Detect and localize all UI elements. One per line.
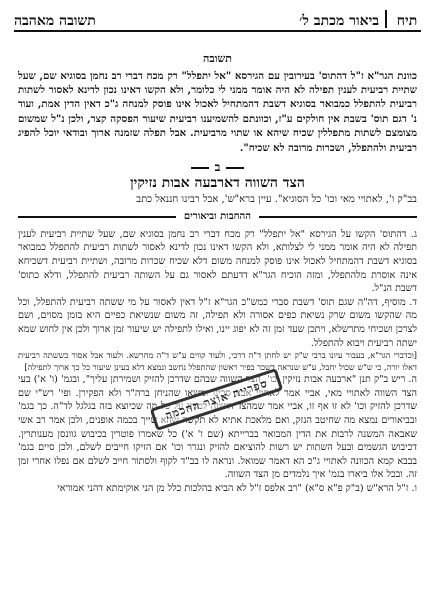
sub-heading-text: ההחבות וביאורים xyxy=(183,211,252,223)
page-body xyxy=(18,36,417,496)
chapter-title: הצד השווה דארבעה אבות נזיקין xyxy=(130,174,305,191)
teshuva-heading: תשובה xyxy=(203,52,232,65)
library-watermark-stamp: ספריית אוצר החכמה xyxy=(150,368,283,431)
section-divider xyxy=(18,161,417,175)
sub-heading xyxy=(18,210,417,224)
bracketed-note: [וכדברי הגר"א, בעבור עיונו ברבי ש"ק יש לחתן ד"ה דרכי, ולעוד קווים ע"ש ד"ה מחרשא. ולעוד אבל אסור כששתה רביעית דאלו יורה, כי ש"ש שכול יחבל, ע"ש שנראה דשכר בפיר ראשון שהתפלל נחשב ונמצא דלא בעינן שיעור כל כך ארוך לתפילה] xyxy=(18,350,417,372)
header-divider xyxy=(385,10,387,28)
divider-letter: ב xyxy=(214,160,221,175)
teshuva-paragraph: כוונת הגר"א ז"ל דהתוס' בעירובין עם הגירסא "אל יתפלל" רק מכח דברי רב נחמן בסוגיא שם, שעל שתיית רביעית לענין תפילה לא היה אומר ממני לי כלומר, ולא הקשו דאינו נכון לדינא לאסור לשתות רביעית להתפלל כמבואר בסוגיא דשבת דהמתחיל לאכול אינו פוסק למנחה ג"כ דאין הדין אמת, ועוד נ' דגם תוס' בשבת אין חולקים ע"ז, וכוונתם להשמיענו רביעית שיעור הפסקה קצר, ולכן נ"ל שמשום מצומצם לשתות מתפללין שכיח שיהא או שתוי מרביעית. אבל תפלה שזמנה ארוך ובודאי יוכל להפיג רביעית ולהתפלל, ושכרות מרובה לא שכיח". xyxy=(18,69,417,154)
paragraph-he: ה. ריש ב"ק תנן "ארבעה אבות נזיקין וכו', הצד השווה שבהם שדרכן להזיק ושמירתן עליך", ובגמ' (ו' א') בעי הצד השווה לאתויי מאי, אביי אמר לאתויי אבנו סכינו ומשאו שהניחן ברה"ר ולא הפקירן. ופי' רש"י שם שדרכן להזיק וכו' לא זו אף זו, אביי אמר שמהצד השווה למדנו על כל מה שכיוצא בזה בגלגל לד"ה. כך בגמ' ובביאורים נמצא מה שחיטב הנזק, ואם מלאכת אתיא לא תקשה שהא שייך בכמה אופנים, ולכן אמר רב אשי שאבאה המשנה לרבות את הדין המבואר בברייתא (שם ו' א') כל שאמרו פוטרין בכיבוש גוונסן מענותרין. דכיבוש הגשמים ובעל השתות יש רשות להוציאם להזיק ונגרר וכו' אם הזיקו חייבים לשלם, ולכן סיים בגמ' בבבא קמא הכוונה לאתויי ג"כ הא דאמר שמואל. ונראה לו בב"ד לקוף ולסתור חייב לשלם אם נפלו אחרי זמן זה. ובכל אלו ביארו בגמ' איך נלמדים מן הצד השווה. xyxy=(18,374,417,481)
divider-line-left xyxy=(191,167,209,169)
paragraph-dalet: ד. מוסיף, דה"ה שגם תוס' דשבת סברי כמש"כ הגר"א ז"ל דאין לאסור על מי ששתה רביעית להתפלל, וכל מה שהקשו משום שרק נשיאת כפים אסורה ולא תפילה, זה משום שנשיאת כפיים היא בזמן מסוים, ושם לצרכן ושכיחי מתרשלא, ויתכן שעד זמן זה לא יפוג יינו, ואילו לתפילה יש שיעור זמן ארוך ולכן אין לחוש שמא ישתה רביעית ויבוא להתפלל. xyxy=(18,296,417,349)
sub-heading-rule-right xyxy=(259,216,417,218)
paragraph-vav: ו. ז"ל הרא"ש (ב"ק פ"א ס"א) "רב אלפס ז"ל לא הביא בהלכות כלל מן הני אוקימתא דהני אמוראי xyxy=(57,482,417,494)
divider-line-right xyxy=(226,167,244,169)
page-number: תיח xyxy=(396,13,418,29)
section-title: ביאור מכתב ל׳ xyxy=(299,13,379,29)
book-title: תשובה מאהבה xyxy=(14,13,96,29)
sub-heading-rule-left xyxy=(18,216,176,218)
paragraph-gimel: ג. דהתוס' הקשו על הגירסא "אל יתפלל" רק מכח דברי רב נחמן בסוגיא שם, שעל שתיית רביעית לענין תפילה לא היה אומר ממני לי לצלותא, ולא הקשו דאינו נכון לדינא לאסור לשתות רביעית להתפלל כמבואר בסוגיא דשבת דהמתחיל לאכול אינו פוסק למנחה משום דלא שכיח שכרות מרובה, ושתיית רביעית דשכיחא אינה אוסרת מלהתפלל, ומזה הוכיח הגר"א דדעתם לאסור גם על השותה רביעית להתפלל, ודלא כתוס' דשבת הנ"ל. xyxy=(18,228,417,295)
source-line: בב"ק ו', לאתויי מאי וכו' כל הסוגיא". עיין ברא"ש', אבל רבינו חננאל כתב xyxy=(136,194,417,206)
running-header xyxy=(14,6,421,32)
